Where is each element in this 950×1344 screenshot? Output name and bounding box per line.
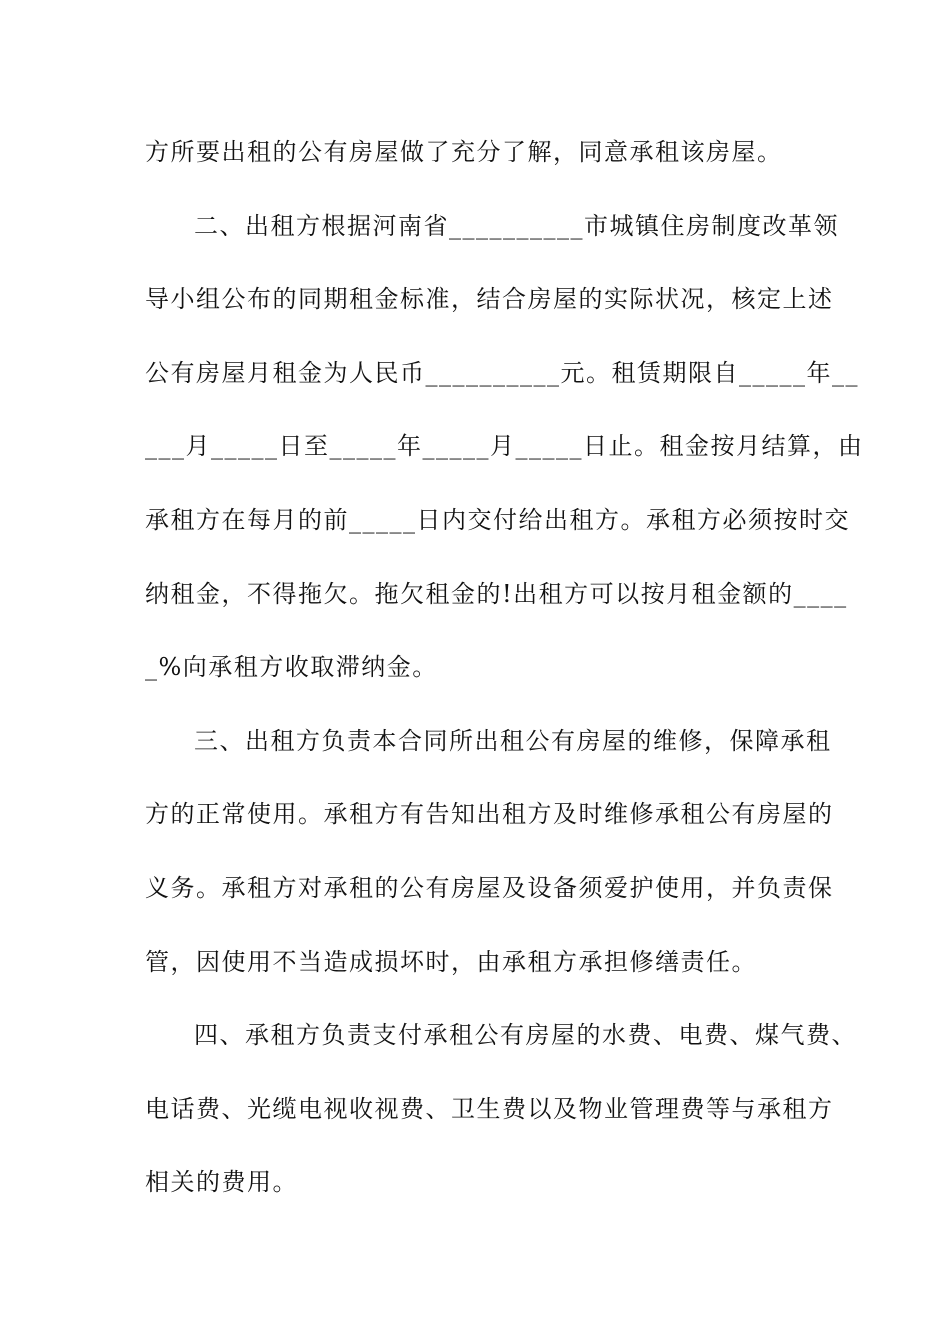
text-line: 方所要出租的公有房屋做了充分了解，同意承租该房屋。 <box>145 138 783 166</box>
text-line: 二、出租方根据河南省__________市城镇住房制度改革领 <box>194 211 839 240</box>
document-body <box>145 128 864 1232</box>
text-line: ___月_____日至_____年_____月_____日止。租金按月结算，由 <box>145 432 864 461</box>
text-line: 公有房屋月租金为人民币__________元。租赁期限自_____年__ <box>145 358 859 387</box>
text-line: 导小组公布的同期租金标准，结合房屋的实际状况，核定上述 <box>145 285 834 314</box>
text-line: 三、出租方负责本合同所出租公有房屋的维修，保障承租 <box>194 726 832 755</box>
text-line: 四、承租方负责支付承租公有房屋的水费、电费、煤气费、 <box>194 1021 857 1050</box>
text-line: 电话费、光缆电视收视费、卫生费以及物业管理费等与承租方 <box>145 1094 834 1123</box>
text-line: 方的正常使用。承租方有告知出租方及时维修承租公有房屋的 <box>145 800 834 829</box>
text-line: _%向承租方收取滞纳金。 <box>145 653 438 682</box>
text-line: 管，因使用不当造成损坏时，由承租方承担修缮责任。 <box>145 947 757 976</box>
text-line: 纳租金，不得拖欠。拖欠租金的!出租方可以按月租金额的____ <box>145 579 848 608</box>
text-line: 相关的费用。 <box>145 1168 298 1197</box>
text-line: 承租方在每月的前_____日内交付给出租方。承租方必须按时交 <box>145 505 850 534</box>
text-line: 义务。承租方对承租的公有房屋及设备须爱护使用，并负责保 <box>145 873 834 902</box>
